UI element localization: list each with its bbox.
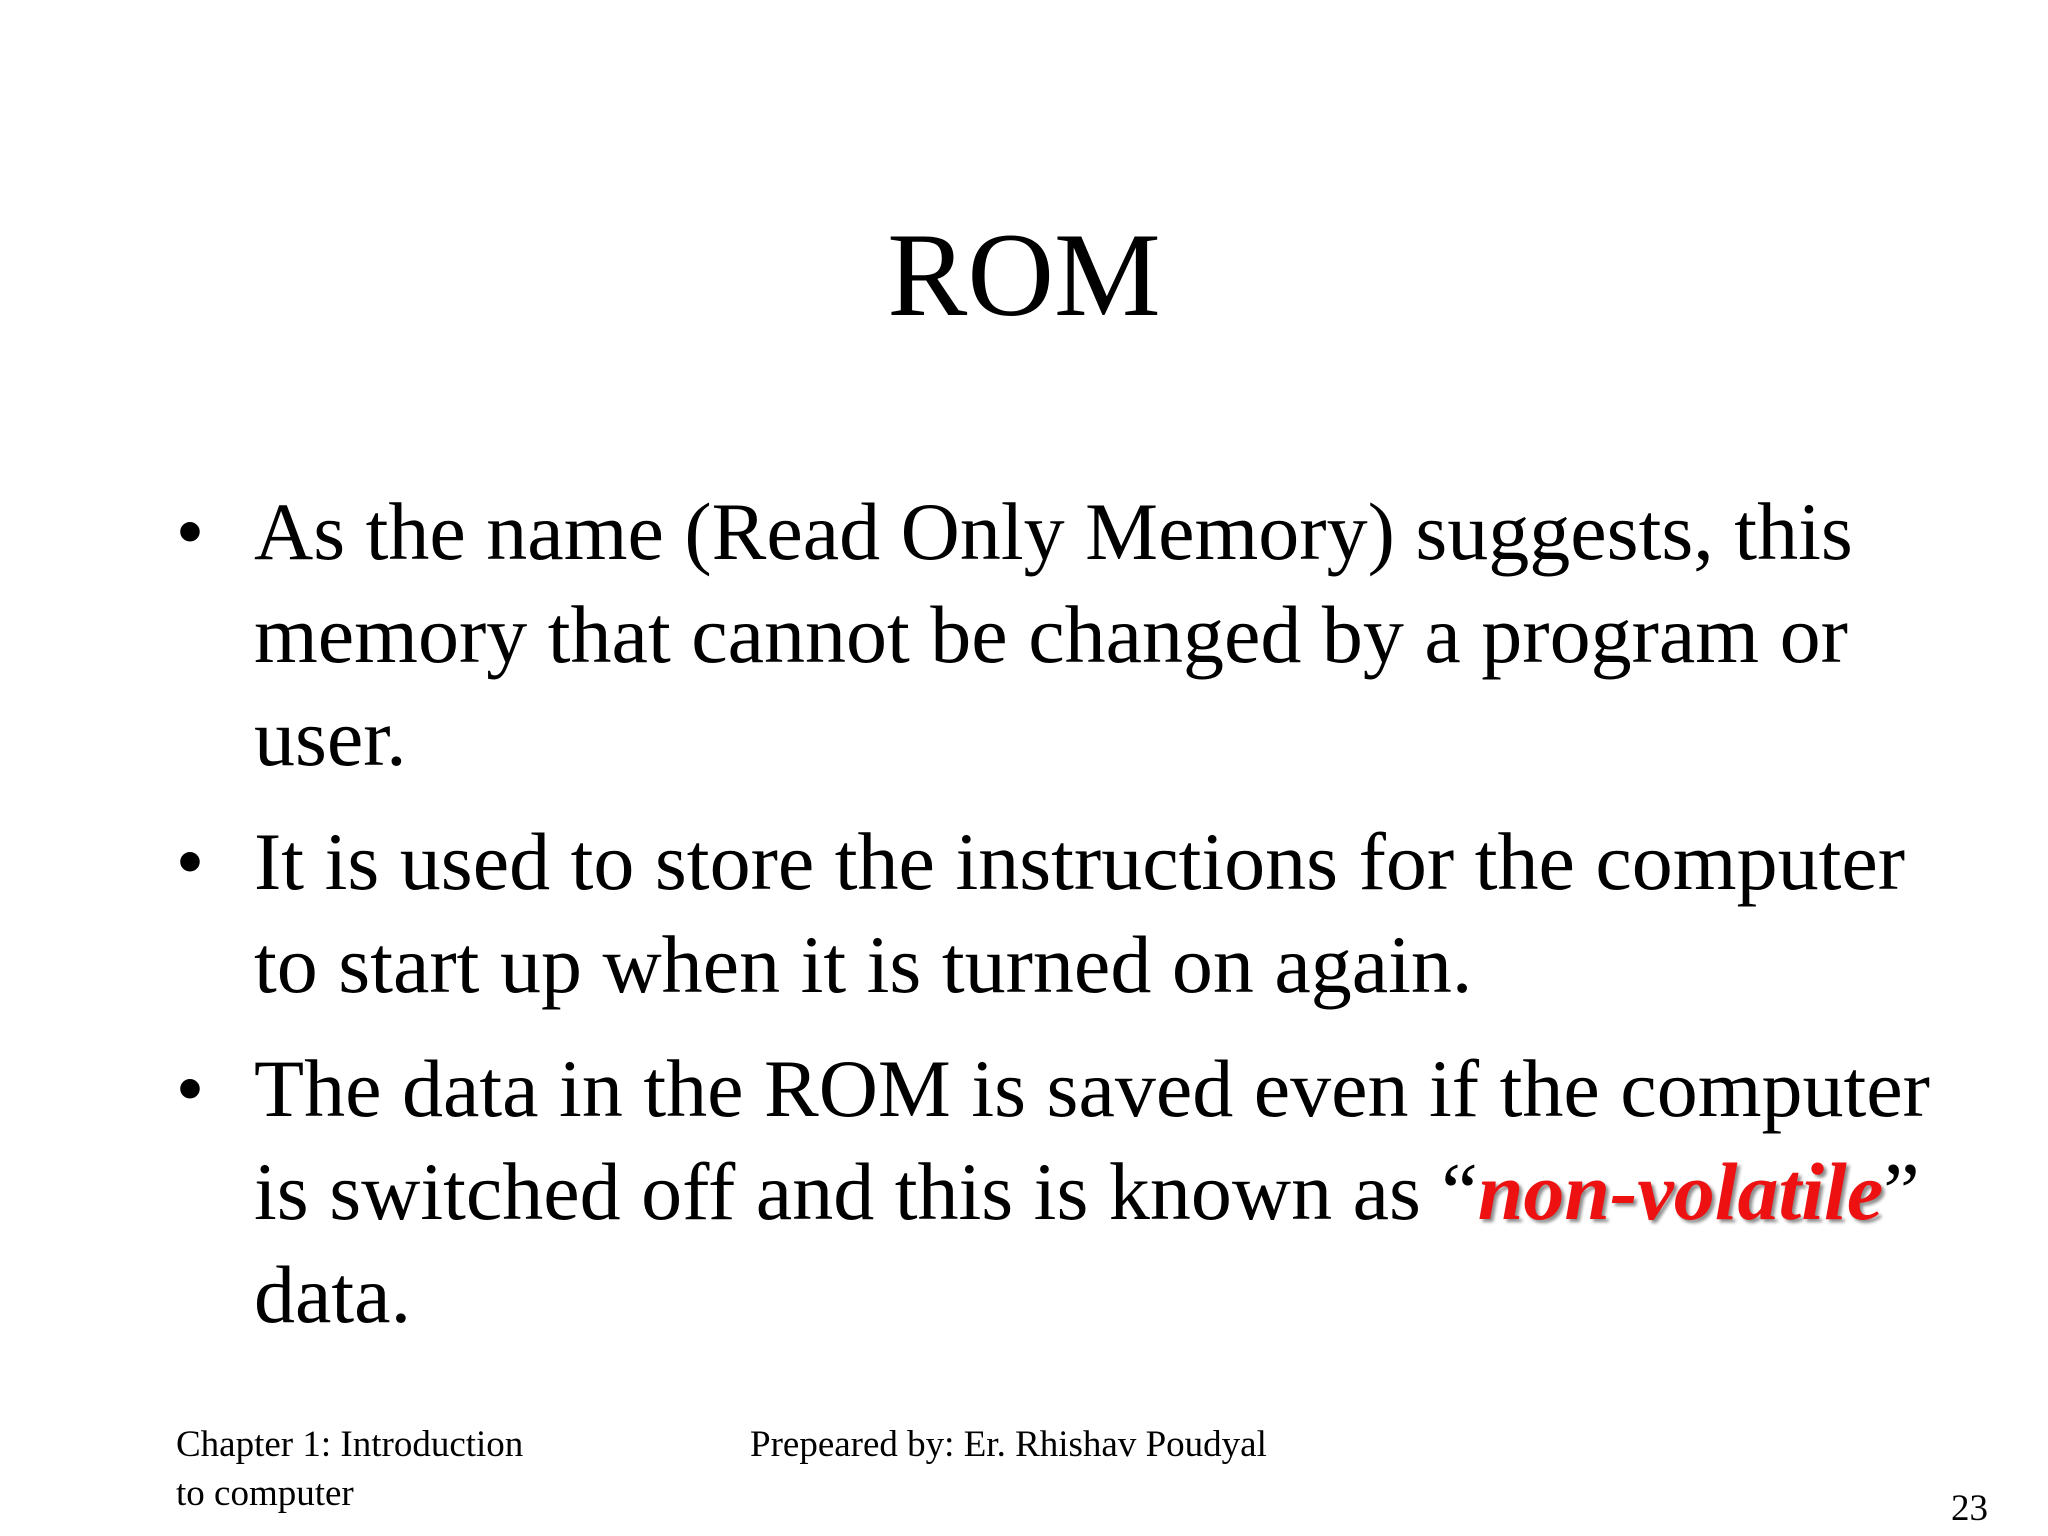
footer-chapter xyxy=(176,1420,596,1518)
bullet-item-rom-use xyxy=(170,810,1930,1016)
footer-chapter-line1: Chapter 1: Introduction xyxy=(176,1424,524,1465)
slide-title: ROM xyxy=(887,208,1161,341)
bullet-item-rom-name xyxy=(170,480,1930,789)
bullet-text-before: The data in the ROM is saved even if the computer is switched off and this is known as “ xyxy=(254,1043,1930,1237)
bullet-marker: • xyxy=(175,486,205,577)
bullet-marker: • xyxy=(175,1043,205,1134)
footer-author: Prepeared by: Er. Rhishav Poudyal xyxy=(750,1424,1267,1465)
emphasis-non-volatile: non-volatile xyxy=(1477,1146,1884,1237)
bullet-text-after: ” data. xyxy=(254,1146,1920,1340)
bullet-list xyxy=(170,480,1930,1367)
bullet-item-non-volatile xyxy=(170,1037,1930,1346)
bullet-text: It is used to store the instructions for the computer to start up when it is turned on again. xyxy=(254,816,1906,1010)
bullet-marker: • xyxy=(175,816,205,907)
bullet-text: As the name (Read Only Memory) suggests, this memory that cannot be changed by a program or user. xyxy=(254,486,1853,783)
page-number: 23 xyxy=(1951,1488,1988,1529)
footer-chapter-line2: to computer xyxy=(176,1473,354,1514)
